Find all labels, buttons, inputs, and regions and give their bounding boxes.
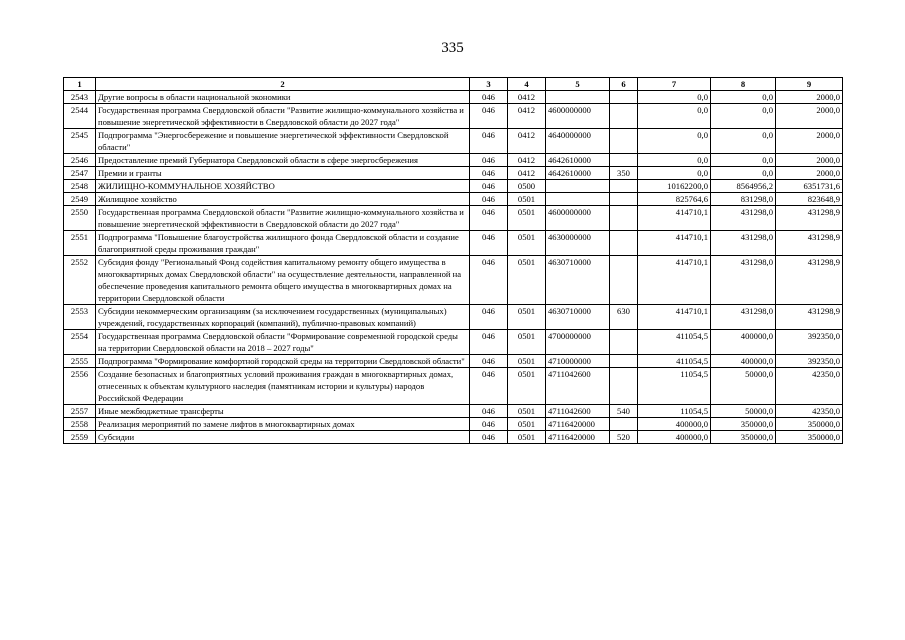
row-number-cell: 2543 — [64, 91, 96, 104]
target-article-cell — [546, 193, 610, 206]
section-code-cell: 0500 — [508, 180, 546, 193]
amount-col9-cell: 392350,0 — [776, 355, 843, 368]
amount-col8-cell: 350000,0 — [711, 431, 776, 444]
amount-col8-cell: 400000,0 — [711, 355, 776, 368]
ministry-code-cell: 046 — [470, 129, 508, 154]
amount-col8-cell: 431298,0 — [711, 206, 776, 231]
amount-col7-cell: 414710,1 — [638, 206, 711, 231]
section-code-cell: 0501 — [508, 231, 546, 256]
description-cell: Премии и гранты — [96, 167, 470, 180]
table-header — [64, 78, 843, 91]
amount-col8-cell: 831298,0 — [711, 193, 776, 206]
column-header-1: 1 — [64, 78, 96, 91]
description-cell: Субсидии некоммерческим организациям (за исключением государственных (муниципальных) учреждений, государственных корпораций (компаний), публично-правовых компаний) — [96, 305, 470, 330]
description-cell: Реализация мероприятий по замене лифтов в многоквартирных домах — [96, 418, 470, 431]
table-row — [64, 231, 843, 256]
expense-type-cell — [610, 256, 638, 305]
ministry-code-cell: 046 — [470, 180, 508, 193]
table-row — [64, 154, 843, 167]
section-code-cell: 0412 — [508, 91, 546, 104]
ministry-code-cell: 046 — [470, 355, 508, 368]
row-number-cell: 2544 — [64, 104, 96, 129]
page-number: 335 — [441, 40, 464, 56]
description-cell: Подпрограмма "Формирование комфортной городской среды на территории Свердловской области" — [96, 355, 470, 368]
header-row — [64, 78, 843, 91]
target-article-cell: 4630710000 — [546, 305, 610, 330]
ministry-code-cell: 046 — [470, 167, 508, 180]
amount-col7-cell: 414710,1 — [638, 256, 711, 305]
amount-col7-cell: 0,0 — [638, 91, 711, 104]
row-number-cell: 2549 — [64, 193, 96, 206]
description-cell: Создание безопасных и благоприятных условий проживания граждан в многоквартирных домах, отнесенных к объектам культурного наследия (памятникам истории и культуры) народов Российской Федерации — [96, 368, 470, 405]
ministry-code-cell: 046 — [470, 193, 508, 206]
description-cell: Жилищное хозяйство — [96, 193, 470, 206]
amount-col8-cell: 0,0 — [711, 154, 776, 167]
description-cell: Государственная программа Свердловской области "Формирование современной городской среды на территории Свердловской области на 2018 – 2027 годы" — [96, 330, 470, 355]
ministry-code-cell: 046 — [470, 154, 508, 167]
amount-col8-cell: 50000,0 — [711, 368, 776, 405]
table-body — [64, 91, 843, 444]
amount-col7-cell: 0,0 — [638, 167, 711, 180]
amount-col8-cell: 431298,0 — [711, 231, 776, 256]
amount-col9-cell: 350000,0 — [776, 431, 843, 444]
row-number-cell: 2550 — [64, 206, 96, 231]
budget-table — [63, 77, 843, 444]
column-header-8: 8 — [711, 78, 776, 91]
target-article-cell: 4630000000 — [546, 231, 610, 256]
row-number-cell: 2548 — [64, 180, 96, 193]
amount-col9-cell: 823648,9 — [776, 193, 843, 206]
expense-type-cell: 630 — [610, 305, 638, 330]
expense-type-cell — [610, 206, 638, 231]
row-number-cell: 2559 — [64, 431, 96, 444]
expense-type-cell — [610, 91, 638, 104]
amount-col7-cell: 411054,5 — [638, 355, 711, 368]
expense-type-cell: 350 — [610, 167, 638, 180]
ministry-code-cell: 046 — [470, 104, 508, 129]
section-code-cell: 0412 — [508, 167, 546, 180]
ministry-code-cell: 046 — [470, 418, 508, 431]
target-article-cell: 4642610000 — [546, 167, 610, 180]
amount-col9-cell: 6351731,6 — [776, 180, 843, 193]
ministry-code-cell: 046 — [470, 330, 508, 355]
expense-type-cell — [610, 231, 638, 256]
target-article-cell: 47116420000 — [546, 418, 610, 431]
amount-col7-cell: 0,0 — [638, 154, 711, 167]
expense-type-cell — [610, 368, 638, 405]
expense-type-cell: 540 — [610, 405, 638, 418]
table-row — [64, 305, 843, 330]
target-article-cell — [546, 180, 610, 193]
section-code-cell: 0501 — [508, 206, 546, 231]
row-number-cell: 2556 — [64, 368, 96, 405]
column-header-5: 5 — [546, 78, 610, 91]
description-cell: Иные межбюджетные трансферты — [96, 405, 470, 418]
column-header-6: 6 — [610, 78, 638, 91]
row-number-cell: 2554 — [64, 330, 96, 355]
target-article-cell: 4710000000 — [546, 355, 610, 368]
amount-col9-cell: 2000,0 — [776, 167, 843, 180]
table-row — [64, 431, 843, 444]
amount-col9-cell: 2000,0 — [776, 91, 843, 104]
amount-col8-cell: 8564956,2 — [711, 180, 776, 193]
amount-col8-cell: 0,0 — [711, 104, 776, 129]
row-number-cell: 2545 — [64, 129, 96, 154]
description-cell: Государственная программа Свердловской области "Развитие жилищно-коммунального хозяйства и повышение энергетической эффективности в Свердловской области до 2027 года" — [96, 104, 470, 129]
section-code-cell: 0501 — [508, 368, 546, 405]
section-code-cell: 0501 — [508, 355, 546, 368]
amount-col7-cell: 414710,1 — [638, 305, 711, 330]
description-cell: ЖИЛИЩНО-КОММУНАЛЬНОЕ ХОЗЯЙСТВО — [96, 180, 470, 193]
amount-col9-cell: 431298,9 — [776, 231, 843, 256]
ministry-code-cell: 046 — [470, 431, 508, 444]
amount-col9-cell: 431298,9 — [776, 305, 843, 330]
amount-col8-cell: 0,0 — [711, 129, 776, 154]
description-cell: Подпрограмма "Энергосбережение и повышение энергетической эффективности Свердловской области" — [96, 129, 470, 154]
ministry-code-cell: 046 — [470, 231, 508, 256]
target-article-cell — [546, 91, 610, 104]
amount-col7-cell: 11054,5 — [638, 368, 711, 405]
amount-col8-cell: 350000,0 — [711, 418, 776, 431]
column-header-9: 9 — [776, 78, 843, 91]
table-row — [64, 405, 843, 418]
row-number-cell: 2546 — [64, 154, 96, 167]
amount-col9-cell: 431298,9 — [776, 206, 843, 231]
column-header-3: 3 — [470, 78, 508, 91]
table-row — [64, 104, 843, 129]
row-number-cell: 2547 — [64, 167, 96, 180]
target-article-cell: 4640000000 — [546, 129, 610, 154]
amount-col8-cell: 0,0 — [711, 167, 776, 180]
amount-col8-cell: 400000,0 — [711, 330, 776, 355]
column-header-7: 7 — [638, 78, 711, 91]
amount-col7-cell: 825764,6 — [638, 193, 711, 206]
row-number-cell: 2552 — [64, 256, 96, 305]
section-code-cell: 0501 — [508, 305, 546, 330]
expense-type-cell — [610, 330, 638, 355]
amount-col7-cell: 10162200,0 — [638, 180, 711, 193]
section-code-cell: 0412 — [508, 129, 546, 154]
amount-col9-cell: 2000,0 — [776, 104, 843, 129]
ministry-code-cell: 046 — [470, 256, 508, 305]
row-number-cell: 2553 — [64, 305, 96, 330]
table-row — [64, 418, 843, 431]
amount-col7-cell: 11054,5 — [638, 405, 711, 418]
amount-col7-cell: 400000,0 — [638, 418, 711, 431]
row-number-cell: 2557 — [64, 405, 96, 418]
amount-col7-cell: 0,0 — [638, 129, 711, 154]
description-cell: Субсидии — [96, 431, 470, 444]
amount-col9-cell: 2000,0 — [776, 154, 843, 167]
table-row — [64, 330, 843, 355]
target-article-cell: 4600000000 — [546, 104, 610, 129]
target-article-cell: 47116420000 — [546, 431, 610, 444]
amount-col8-cell: 50000,0 — [711, 405, 776, 418]
description-cell: Другие вопросы в области национальной экономики — [96, 91, 470, 104]
section-code-cell: 0501 — [508, 193, 546, 206]
amount-col9-cell: 42350,0 — [776, 405, 843, 418]
section-code-cell: 0501 — [508, 405, 546, 418]
table-row — [64, 167, 843, 180]
table-row — [64, 91, 843, 104]
ministry-code-cell: 046 — [470, 206, 508, 231]
target-article-cell: 4630710000 — [546, 256, 610, 305]
row-number-cell: 2555 — [64, 355, 96, 368]
expense-type-cell — [610, 154, 638, 167]
table-row — [64, 355, 843, 368]
amount-col8-cell: 431298,0 — [711, 305, 776, 330]
expense-type-cell — [610, 355, 638, 368]
row-number-cell: 2551 — [64, 231, 96, 256]
target-article-cell: 4700000000 — [546, 330, 610, 355]
target-article-cell: 4711042600 — [546, 405, 610, 418]
table-row — [64, 180, 843, 193]
section-code-cell: 0501 — [508, 330, 546, 355]
amount-col7-cell: 411054,5 — [638, 330, 711, 355]
section-code-cell: 0412 — [508, 104, 546, 129]
description-cell: Предоставление премий Губернатора Свердловской области в сфере энергосбережения — [96, 154, 470, 167]
expense-type-cell — [610, 129, 638, 154]
ministry-code-cell: 046 — [470, 405, 508, 418]
amount-col9-cell: 431298,9 — [776, 256, 843, 305]
section-code-cell: 0412 — [508, 154, 546, 167]
section-code-cell: 0501 — [508, 256, 546, 305]
description-cell: Субсидия фонду "Региональный Фонд содействия капитальному ремонту общего имущества в многоквартирных домах Свердловской области" на осуществление деятельности, направленной на обеспечение проведения капитального ремонта общего имущества в многоквартирных домах на территории Свердловской области — [96, 256, 470, 305]
table-row — [64, 193, 843, 206]
description-cell: Подпрограмма "Повышение благоустройства жилищного фонда Свердловской области и создание благоприятной среды проживания граждан" — [96, 231, 470, 256]
expense-type-cell — [610, 180, 638, 193]
table-row — [64, 129, 843, 154]
amount-col9-cell: 392350,0 — [776, 330, 843, 355]
expense-type-cell — [610, 104, 638, 129]
table-row — [64, 206, 843, 231]
ministry-code-cell: 046 — [470, 305, 508, 330]
target-article-cell: 4642610000 — [546, 154, 610, 167]
section-code-cell: 0501 — [508, 418, 546, 431]
column-header-2: 2 — [96, 78, 470, 91]
table-row — [64, 368, 843, 405]
amount-col9-cell: 42350,0 — [776, 368, 843, 405]
amount-col8-cell: 431298,0 — [711, 256, 776, 305]
amount-col9-cell: 2000,0 — [776, 129, 843, 154]
amount-col9-cell: 350000,0 — [776, 418, 843, 431]
description-cell: Государственная программа Свердловской области "Развитие жилищно-коммунального хозяйства и повышение энергетической эффективности в Свердловской области до 2027 года" — [96, 206, 470, 231]
section-code-cell: 0501 — [508, 431, 546, 444]
expense-type-cell: 520 — [610, 431, 638, 444]
amount-col7-cell: 400000,0 — [638, 431, 711, 444]
target-article-cell: 4600000000 — [546, 206, 610, 231]
amount-col8-cell: 0,0 — [711, 91, 776, 104]
ministry-code-cell: 046 — [470, 91, 508, 104]
table-row — [64, 256, 843, 305]
target-article-cell: 4711042600 — [546, 368, 610, 405]
expense-type-cell — [610, 193, 638, 206]
ministry-code-cell: 046 — [470, 368, 508, 405]
column-header-4: 4 — [508, 78, 546, 91]
amount-col7-cell: 414710,1 — [638, 231, 711, 256]
amount-col7-cell: 0,0 — [638, 104, 711, 129]
row-number-cell: 2558 — [64, 418, 96, 431]
expense-type-cell — [610, 418, 638, 431]
